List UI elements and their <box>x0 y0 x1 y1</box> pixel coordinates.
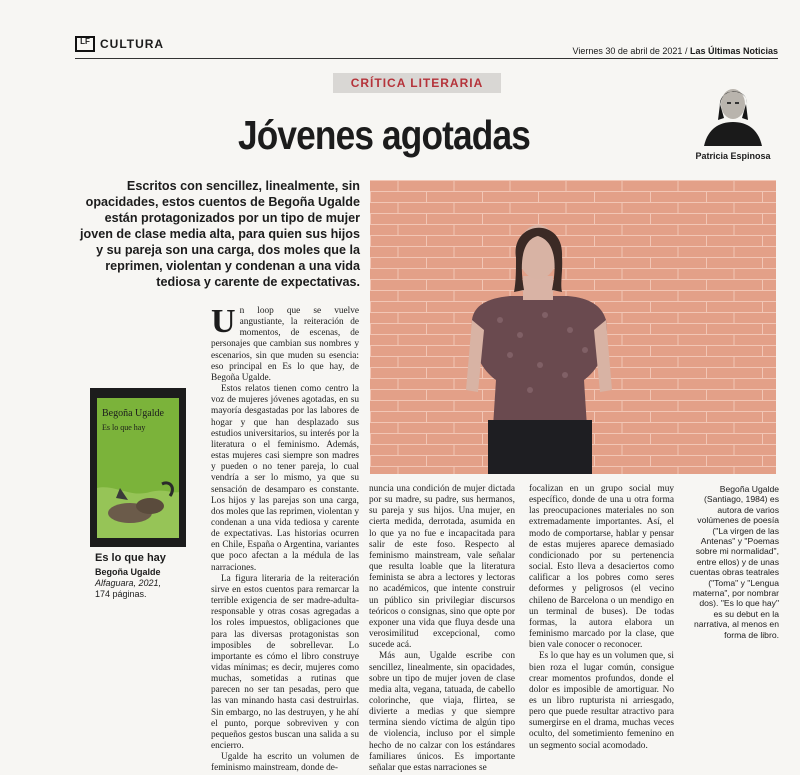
dateline-separator: / <box>684 46 688 56</box>
book-cover <box>90 388 186 547</box>
deck: Escritos con sencillez, linealmente, sin opacidades, estos cuentos de Begoña Ugalde están protagonizados por un tipo de mujer joven de clase media alta, para quien sus hijos y su pareja son una carga, dos moles que la reprimen, violentan y condenan a una vida tediosa y carente de expectativas. <box>80 179 360 289</box>
body-column-2 <box>369 484 515 773</box>
book-title: Es lo que hay <box>95 552 166 564</box>
newspaper-name: Las Últimas Noticias <box>689 46 778 56</box>
book-pages: 174 páginas. <box>95 589 147 599</box>
main-photo <box>370 180 776 474</box>
headline: Jóvenes agotadas <box>238 112 530 158</box>
author-bio: Begoña Ugalde (Santiago, 1984) es autora de varios volúmenes de poesía ("La virgen de las Antenas" y "Poemas sobre mi normalidad", entre ellos) y de unas cuentas obras teatrales ("Toma" y "Lengua materna", por nombrar dos). "Es lo que hay" es su debut en la narrativa, al menos en forma de libro. <box>689 484 779 640</box>
book-cover-title: Es lo que hay <box>102 423 146 432</box>
section-name: CULTURA <box>100 37 165 51</box>
dateline <box>573 46 779 56</box>
body-paragraph: Ugalde ha escrito un volumen de feminismo mainstream, donde de- <box>211 752 359 774</box>
section-header <box>75 36 164 52</box>
author-photo <box>698 82 768 146</box>
body-paragraph: n loop que se vuelve angustiante, la reiteración de momentos, de escenas, de personajes que cambian sus nombres y escenarios, sin que muden su esencia: eso principal en Es lo que hay, de Begoña Ugalde. <box>211 306 359 383</box>
drop-cap: U <box>211 303 236 340</box>
body-column-1 <box>211 303 359 774</box>
body-paragraph: Estos relatos tienen como centro la voz de mujeres jóvenes agotadas, en su mayoría desgastadas por las labores de hogar y que han desplazado sus estudios universitarios, su interés por la literatura o el feminismo. Además, estas mujeres casi siempre son madres y pueden o no tener pareja, lo cual vendría a ser lo mismo, ya que su sensación de desamparo es constante. Los hijos y las parejas son una carga, dos moles que las reprimen, violentan y condenan a una vida tediosa y carente de expectativas. Las historias ocurren en Chile, España o Argentina, variantes que poco afectan a la médula de las narraciones. <box>211 384 359 573</box>
book-author: Begoña Ugalde <box>95 567 161 577</box>
book-caption <box>95 553 215 600</box>
book-publisher: Alfaguara, 2021, <box>95 578 162 588</box>
body-paragraph: La figura literaria de la reiteración sirve en estos cuentos para remarcar la terrible exigencia de ser madre-adulta-responsable y otras cosas agregadas a los roles impuestos, obligaciones que para las diversas protagonistas son imposibles de sobrellevar. Lo importante es cómo el libro construye vidas mínimas; es decir, mujeres como muchas, sometidas a rutinas que parecen no ser tan pesadas, pero que las van minando hasta casi destruirlas. Sin embargo, no las destruyen, y he ahí el punto, porque sobreviven y con pequeños gestos buscan una salida a su encierro. <box>211 573 359 752</box>
kicker-label: CRÍTICA LITERARIA <box>350 76 484 90</box>
body-column-3 <box>529 484 674 752</box>
issue-date: Viernes 30 de abril de 2021 <box>572 46 683 56</box>
body-paragraph: Más aun, Ugalde escribe con sencillez, linealmente, sin opacidades, sobre un tipo de mujer joven de clase media alta, vegana, tatuada, de cabello colorinche, que viaja, flirtea, se divierte a medias y que siempre termina siendo víctima de algún tipo de violencia, incluso por el simple hecho de no calzar con los estándares familiares únicos. Es importante señalar que estas narraciones se <box>369 651 515 773</box>
book-cover-author: Begoña Ugalde <box>102 408 164 419</box>
header-rule <box>75 58 778 59</box>
body-paragraph: focalizan en un grupo social muy específico, donde de una u otra forma las preocupaciones materiales no son extremadamente importantes. Así, el modo de comportarse, hablar y pensar de estas mujeres aparece demasiado condicionado por su pertenencia social. Esto lleva a desaciertos como calificar a los pobres como seres deformes y peligrosos (el vecino chileno de Barcelona o un mendigo en un terminal de buses). De todas formas, la autora elabora un feminismo marcado por la clase, que bien vale conocer o reconocer. <box>529 484 674 651</box>
section-logo-icon: LF <box>75 36 95 52</box>
body-paragraph: nuncia una condición de mujer dictada por su madre, su padre, sus hermanos, su pareja y sus hijos. Una mujer, en cierta medida, derrotada, asumida en lo que ya no fue e incapacitada para salir de este foso. Respecto al feminismo mainstream, vale señalar que resulta loable que la literatura feminista se abra a lectores y lectoras no académicos, que intente construir un público sin privilegiar discursos teóricos o consignas, sino que opte por exponer una vida que fluya desde una verosimilitud excepcional, como sucede acá. <box>369 484 515 651</box>
kicker-box <box>333 73 501 93</box>
body-paragraph: Es lo que hay es un volumen que, si bien roza el lugar común, consigue crear momentos profundos, donde el dolor es imposible de amortiguar. No es un libro rupturista ni arriesgado, pero que puede resultar atractivo para sumergirse en el drama, muchas veces oculto, del sometimiento femenino en un segmento social acomodado. <box>529 651 674 751</box>
author-name: Patricia Espinosa <box>695 151 771 161</box>
